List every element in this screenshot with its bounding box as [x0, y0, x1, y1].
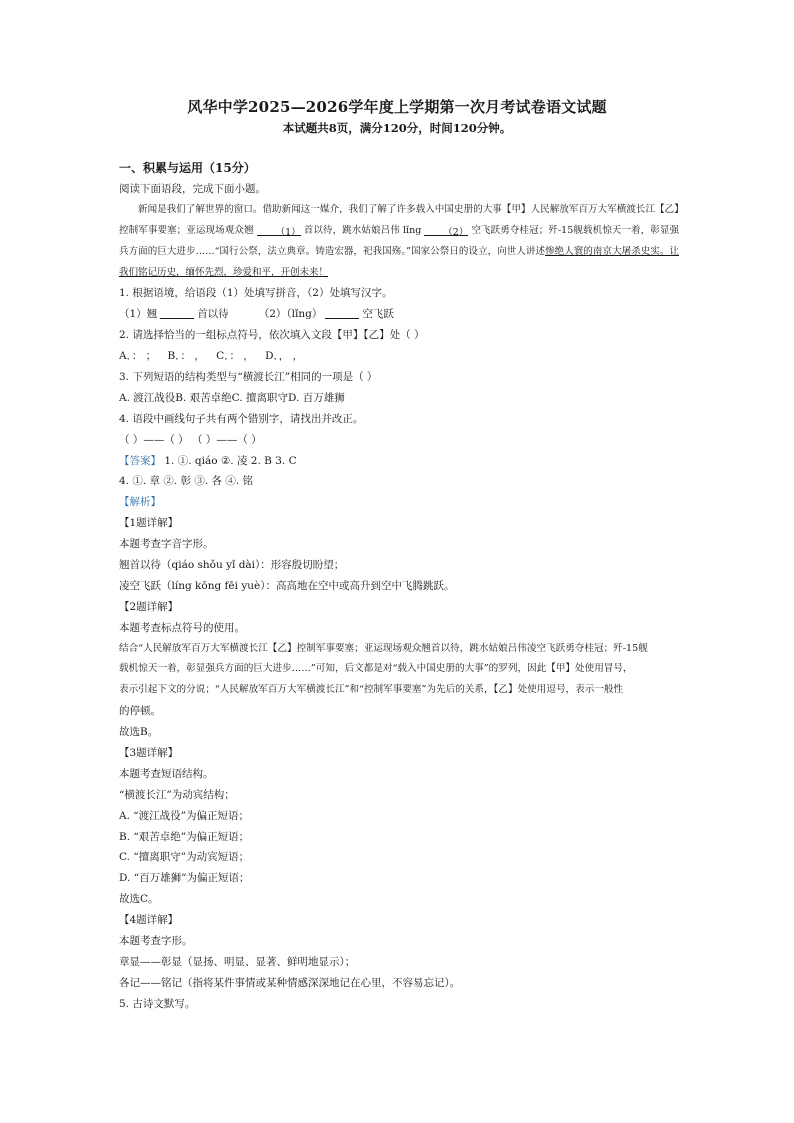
section-heading: 一、积累与运用（15分） [119, 161, 256, 175]
detail-1-label: 【1题详解】 [119, 517, 179, 530]
detail-3-label: 【3题详解】 [119, 747, 179, 759]
q1-answer-blank-2[interactable] [325, 306, 359, 319]
q1-item-4: 空飞跃 [362, 308, 394, 321]
detail-1-line-2: 翘首以待（qiáo shǒu yǐ dài）：形容殷切盼望； [119, 558, 345, 571]
exam-title: 风华中学2025—2026学年度上学期第一次月考试卷语文试题 [187, 98, 607, 116]
detail-4-label: 【4题详解】 [119, 914, 179, 927]
detail-2-line-3: 载机惊天一着，彰显强兵方面的巨大进步……”可知，后文都是对“载入中国史册的大事”的罗列，因此【甲】处使用冒号， [119, 663, 633, 675]
answer-label: 【答案】 [119, 454, 161, 467]
passage-blank-2[interactable] [424, 223, 468, 236]
q1-item-1: （1）翘 [119, 308, 158, 321]
exam-body [119, 158, 679, 1015]
blank-1-label: （1） [275, 226, 301, 238]
q1-item-2: 首以待 [197, 308, 229, 321]
question-2: 2. 请选择恰当的一组标点符号，依次填入文段【甲】【乙】处（ ） [119, 329, 425, 342]
detail-3-line-2: “横渡长江”为动宾结构； [119, 788, 235, 801]
detail-2-line-1: 本题考查标点符号的使用。 [119, 621, 245, 634]
question-4: 4. 语段中画线句子共有两个错别字，请找出并改正。 [119, 412, 364, 425]
answer-line-2: 4. ①. 章 ②. 彰 ③. 各 ④. 铭 [119, 475, 254, 488]
detail-4-line-3: 各记——铭记（指将某件事情或某种情感深深地记在心里，不容易忘记）。 [119, 976, 461, 989]
detail-3-line-1: 本题考查短语结构。 [119, 767, 214, 780]
analysis-label: 【解析】 [119, 496, 161, 509]
q2-option-d[interactable]: D．， ， [265, 350, 304, 363]
passage-text-3: 空飞跃勇夺桂冠；歼-15舰载机惊天一着，彰显强兵方面的巨大进步……“国行公祭，法立典章。铸造宏器，祀我国殇。”国家公祭日的设立，向世人讲述 [119, 224, 679, 257]
question-2-options [119, 346, 679, 367]
q1-item-3: （2）（lǐng） [258, 308, 323, 321]
detail-4-line-1: 本题考查字形。 [119, 935, 193, 948]
detail-2-label: 【2题详解】 [119, 600, 179, 613]
passage-text-2: 首以待，跳水姑娘吕伟 lǐng [303, 224, 422, 236]
q2-option-c[interactable]: C．： ， [216, 350, 254, 363]
detail-2-line-5: 的停顿。 [119, 705, 161, 718]
exam-subtitle: 本试题共8页，满分120分，时间120分钟。 [282, 121, 512, 135]
question-4-blanks[interactable]: （ ）——（ ） （ ）——（ ） [119, 433, 262, 446]
q1-answer-blank-1[interactable] [160, 306, 194, 319]
detail-3-line-4: B. “艰苦卓绝”为偏正短语； [119, 830, 250, 843]
passage-text-1: 新闻是我们了解世界的窗口。借助新闻这一媒介，我们了解了许多载入中国史册的大事【甲】人民解放军百万大军横渡长江【乙】控制军事要塞；亚运现场观众翘 [119, 203, 679, 236]
passage-underlined-sentence: 惨绝人寰的南京大屠杀史实。让我们铭记历史，缅怀先烈，珍爱和平，开创未来！ [119, 245, 679, 278]
answer-line-1: 1. ①. qiáo ②. 凌 2. B 3. C [164, 454, 297, 467]
detail-1-line-3: 凌空飞跃（líng kōng fēi yuè）：高高地在空中或高升到空中飞腾跳跃。 [119, 579, 455, 592]
detail-2-line-6: 故选B。 [119, 726, 159, 739]
answer-row-1 [119, 451, 679, 472]
detail-3-line-7: 故选C。 [119, 893, 159, 906]
detail-3-line-6: D. “百万雄狮”为偏正短语； [119, 872, 250, 885]
detail-1-line-1: 本题考查字音字形。 [119, 538, 214, 551]
reading-passage [119, 200, 679, 284]
detail-4-line-4: 5. 古诗文默写。 [119, 997, 196, 1010]
question-3-options[interactable]: A. 渡江战役B. 艰苦卓绝C. 擅离职守D. 百万雄狮 [119, 391, 345, 404]
blank-2-label: （2） [443, 226, 469, 238]
q2-option-b[interactable]: B．： ， [167, 350, 205, 363]
question-3: 3. 下列短语的结构类型与“横渡长江”相同的一项是（ ） [119, 370, 378, 383]
instruction-text: 阅读下面语段，完成下面小题。 [119, 182, 266, 195]
detail-2-line-2: 结合“人民解放军百万大军横渡长江【乙】控制军事要塞；亚运现场观众翘首以待，跳水姑娘吕伟凌空飞跃勇夺桂冠；歼-15舰 [119, 642, 648, 654]
question-1-items [119, 304, 679, 325]
detail-2-line-4: 表示引起下文的分说；“人民解放军百万大军横渡长江”和“控制军事要塞”为先后的关系，【乙】处使用逗号，表示一般性 [119, 684, 624, 696]
q2-option-a[interactable]: A．： ； [119, 350, 157, 363]
detail-3-line-3: A. “渡江战役”为偏正短语； [119, 809, 249, 822]
detail-3-line-5: C. “擅离职守”为动宾短语； [119, 851, 250, 864]
detail-4-line-2: 章显——彰显（显扬、明显、显著、鲜明地显示）； [119, 955, 356, 968]
question-1: 1. 根据语境，给语段（1）处填写拼音，（2）处填写汉字。 [119, 287, 393, 300]
passage-blank-1[interactable] [257, 223, 301, 236]
